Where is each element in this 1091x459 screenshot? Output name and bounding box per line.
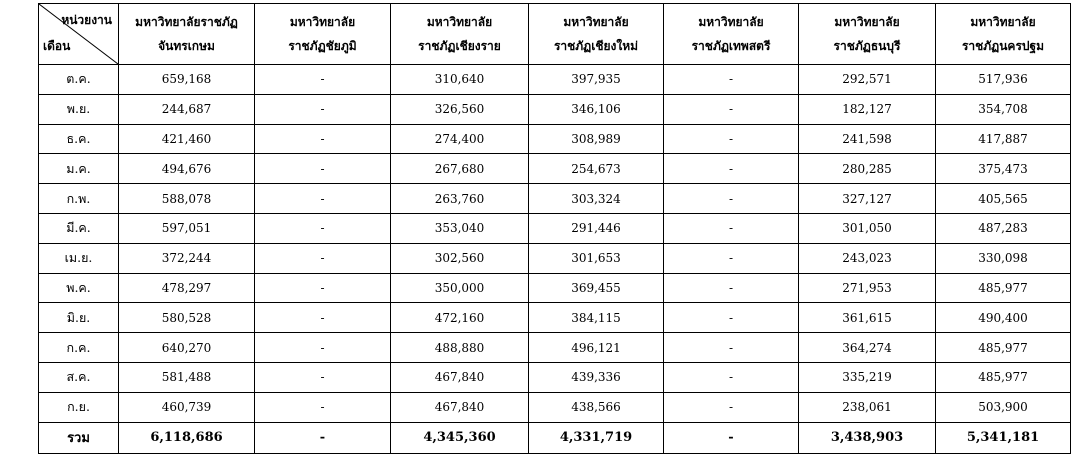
value-cell: 4,331,719 [529, 422, 664, 453]
value-cell: 263,760 [391, 184, 529, 214]
month-cell: มิ.ย. [39, 303, 119, 333]
month-cell: พ.ค. [39, 273, 119, 303]
data-table [38, 3, 1071, 454]
value-cell: - [255, 94, 391, 124]
value-cell: - [255, 213, 391, 243]
value-cell: 503,900 [936, 392, 1071, 422]
value-cell: 397,935 [529, 65, 664, 95]
value-cell: 494,676 [119, 154, 255, 184]
value-cell: - [255, 333, 391, 363]
value-cell: 581,488 [119, 362, 255, 392]
value-cell: 292,571 [799, 65, 936, 95]
table-row [39, 124, 1071, 154]
total-row [39, 422, 1071, 453]
month-cell: เม.ย. [39, 243, 119, 273]
column-header: มหาวิทยาลัย ราชภัฏธนบุรี [799, 4, 936, 65]
corner-label-unit: หน่วยงาน [61, 13, 112, 27]
value-cell: 490,400 [936, 303, 1071, 333]
value-cell: 271,953 [799, 273, 936, 303]
value-cell: 303,324 [529, 184, 664, 214]
value-cell: 485,977 [936, 333, 1071, 363]
table-row [39, 243, 1071, 273]
month-cell: ส.ค. [39, 362, 119, 392]
value-cell: - [664, 362, 799, 392]
value-cell: 353,040 [391, 213, 529, 243]
value-cell: 308,989 [529, 124, 664, 154]
value-cell: 597,051 [119, 213, 255, 243]
value-cell: 438,566 [529, 392, 664, 422]
value-cell: 310,640 [391, 65, 529, 95]
total-label: รวม [39, 422, 119, 453]
month-cell: ก.ค. [39, 333, 119, 363]
month-cell: ก.ย. [39, 392, 119, 422]
value-cell: - [664, 392, 799, 422]
value-cell: 241,598 [799, 124, 936, 154]
value-cell: 274,400 [391, 124, 529, 154]
value-cell: 354,708 [936, 94, 1071, 124]
value-cell: 487,283 [936, 213, 1071, 243]
value-cell: 405,565 [936, 184, 1071, 214]
value-cell: 238,061 [799, 392, 936, 422]
value-cell: 640,270 [119, 333, 255, 363]
value-cell: - [255, 184, 391, 214]
value-cell: 182,127 [799, 94, 936, 124]
value-cell: 330,098 [936, 243, 1071, 273]
value-cell: 291,446 [529, 213, 664, 243]
value-cell: 5,341,181 [936, 422, 1071, 453]
value-cell: 467,840 [391, 362, 529, 392]
value-cell: 375,473 [936, 154, 1071, 184]
value-cell: 460,739 [119, 392, 255, 422]
value-cell: - [255, 65, 391, 95]
value-cell: - [664, 124, 799, 154]
table-row [39, 392, 1071, 422]
value-cell: - [255, 154, 391, 184]
value-cell: 301,653 [529, 243, 664, 273]
month-cell: ม.ค. [39, 154, 119, 184]
value-cell: - [664, 154, 799, 184]
value-cell: - [664, 94, 799, 124]
value-cell: - [664, 65, 799, 95]
value-cell: 485,977 [936, 362, 1071, 392]
header-row [39, 4, 1071, 65]
column-header: มหาวิทยาลัย ราชภัฏเชียงราย [391, 4, 529, 65]
value-cell: 478,297 [119, 273, 255, 303]
value-cell: 4,345,360 [391, 422, 529, 453]
value-cell: 659,168 [119, 65, 255, 95]
value-cell: - [664, 243, 799, 273]
value-cell: 517,936 [936, 65, 1071, 95]
value-cell: - [255, 362, 391, 392]
table-row [39, 213, 1071, 243]
value-cell: 439,336 [529, 362, 664, 392]
value-cell: 244,687 [119, 94, 255, 124]
value-cell: 472,160 [391, 303, 529, 333]
value-cell: 417,887 [936, 124, 1071, 154]
table-row [39, 154, 1071, 184]
value-cell: 327,127 [799, 184, 936, 214]
value-cell: - [664, 303, 799, 333]
value-cell: 364,274 [799, 333, 936, 363]
value-cell: 372,244 [119, 243, 255, 273]
corner-label-month: เดือน [43, 39, 71, 53]
value-cell: 6,118,686 [119, 422, 255, 453]
value-cell: 280,285 [799, 154, 936, 184]
value-cell: 467,840 [391, 392, 529, 422]
column-header: มหาวิทยาลัยราชภัฏ จันทรเกษม [119, 4, 255, 65]
value-cell: - [255, 243, 391, 273]
value-cell: - [255, 392, 391, 422]
value-cell: - [664, 213, 799, 243]
table-row [39, 94, 1071, 124]
table-row [39, 303, 1071, 333]
value-cell: - [255, 273, 391, 303]
value-cell: 384,115 [529, 303, 664, 333]
value-cell: - [255, 303, 391, 333]
value-cell: 302,560 [391, 243, 529, 273]
month-cell: มี.ค. [39, 213, 119, 243]
value-cell: 326,560 [391, 94, 529, 124]
table-row [39, 273, 1071, 303]
value-cell: 301,050 [799, 213, 936, 243]
value-cell: - [664, 333, 799, 363]
value-cell: 421,460 [119, 124, 255, 154]
month-cell: ธ.ค. [39, 124, 119, 154]
value-cell: 588,078 [119, 184, 255, 214]
corner-header-cell [39, 4, 119, 65]
column-header: มหาวิทยาลัย ราชภัฏชัยภูมิ [255, 4, 391, 65]
value-cell: 243,023 [799, 243, 936, 273]
column-header: มหาวิทยาลัย ราชภัฏนครปฐม [936, 4, 1071, 65]
value-cell: 267,680 [391, 154, 529, 184]
table-row [39, 65, 1071, 95]
value-cell: - [255, 124, 391, 154]
table-row [39, 184, 1071, 214]
value-cell: 361,615 [799, 303, 936, 333]
value-cell: 3,438,903 [799, 422, 936, 453]
value-cell: 350,000 [391, 273, 529, 303]
value-cell: 369,455 [529, 273, 664, 303]
table-row [39, 362, 1071, 392]
value-cell: 580,528 [119, 303, 255, 333]
value-cell: - [255, 422, 391, 453]
value-cell: 254,673 [529, 154, 664, 184]
value-cell: 485,977 [936, 273, 1071, 303]
value-cell: - [664, 273, 799, 303]
column-header: มหาวิทยาลัย ราชภัฏเชียงใหม่ [529, 4, 664, 65]
month-cell: พ.ย. [39, 94, 119, 124]
value-cell: 496,121 [529, 333, 664, 363]
value-cell: 346,106 [529, 94, 664, 124]
month-cell: ต.ค. [39, 65, 119, 95]
value-cell: 488,880 [391, 333, 529, 363]
table-body [39, 65, 1071, 454]
column-header: มหาวิทยาลัย ราชภัฏเทพสตรี [664, 4, 799, 65]
value-cell: 335,219 [799, 362, 936, 392]
table-row [39, 333, 1071, 363]
month-cell: ก.พ. [39, 184, 119, 214]
value-cell: - [664, 422, 799, 453]
value-cell: - [664, 184, 799, 214]
